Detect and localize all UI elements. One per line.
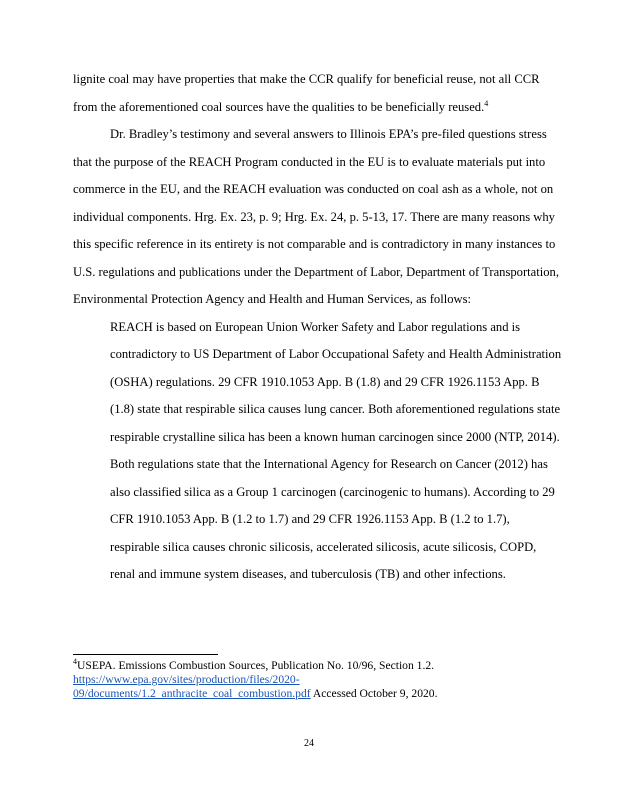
footnote-number: 4: [73, 657, 77, 667]
bullet-line: respirable silica causes chronic silicosis, accelerated silicosis, acute silicosis, COPD,: [110, 540, 537, 554]
footnote-link[interactable]: 09/documents/1.2_anthracite_coal_combustion.pdf: [73, 687, 311, 700]
footnote-link[interactable]: https://www.epa.gov/sites/production/files/2020-: [73, 673, 300, 686]
body-line: [73, 99, 488, 115]
bullet-line: (1.8) state that respirable silica causes lung cancer. Both aforementioned regulations state: [110, 402, 561, 416]
page-number: 24: [304, 738, 314, 749]
body-line: commerce in the EU, and the REACH evaluation was conducted on coal ash as a whole, not on: [73, 182, 554, 196]
footnote-link-line: [73, 673, 300, 687]
footnote-text: [73, 659, 434, 673]
body-line-text: from the aforementioned coal sources have the qualities to be beneficially reused.: [73, 100, 485, 114]
body-line: lignite coal may have properties that make the CCR qualify for beneficial reuse, not all CCR: [73, 72, 540, 86]
bullet-line: Both regulations state that the International Agency for Research on Cancer (2012) has: [110, 457, 548, 471]
footnote-separator: [73, 654, 218, 655]
bullet-line: CFR 1910.1053 App. B (1.2 to 1.7) and 29 CFR 1926.1153 App. B (1.2 to 1.7),: [110, 512, 510, 526]
body-line: this specific reference in its entirety is not comparable and is contradictory in many instances to: [73, 237, 556, 251]
footnote-citation: USEPA. Emissions Combustion Sources, Publication No. 10/96, Section 1.2.: [77, 659, 435, 672]
bullet-line: also classified silica as a Group 1 carcinogen (carcinogenic to humans). According to 29: [110, 485, 555, 499]
body-line: Environmental Protection Agency and Health and Human Services, as follows:: [73, 292, 472, 306]
bullet-line: respirable crystalline silica has been a known human carcinogen since 2000 (NTP, 2014).: [110, 430, 560, 444]
bullet-line: (OSHA) regulations. 29 CFR 1910.1053 App. B (1.8) and 29 CFR 1926.1153 App. B: [110, 375, 540, 389]
body-line: U.S. regulations and publications under the Department of Labor, Department of Transportation,: [73, 265, 559, 279]
body-line: that the purpose of the REACH Program conducted in the EU is to evaluate materials put into: [73, 155, 546, 169]
body-line: individual components. Hrg. Ex. 23, p. 9; Hrg. Ex. 24, p. 5-13, 17. There are many reasons why: [73, 210, 555, 224]
footnote-accessed: Accessed October 9, 2020.: [310, 687, 438, 700]
body-line: Dr. Bradley’s testimony and several answers to Illinois EPA’s pre-filed questions stress: [110, 127, 547, 141]
bullet-line: contradictory to US Department of Labor Occupational Safety and Health Administration: [110, 347, 562, 361]
footnote-reference[interactable]: 4: [484, 98, 489, 108]
bullet-line: renal and immune system diseases, and tuberculosis (TB) and other infections.: [110, 567, 506, 581]
bullet-line: REACH is based on European Union Worker Safety and Labor regulations and is: [110, 320, 521, 334]
footnote-link-line: [73, 687, 437, 701]
